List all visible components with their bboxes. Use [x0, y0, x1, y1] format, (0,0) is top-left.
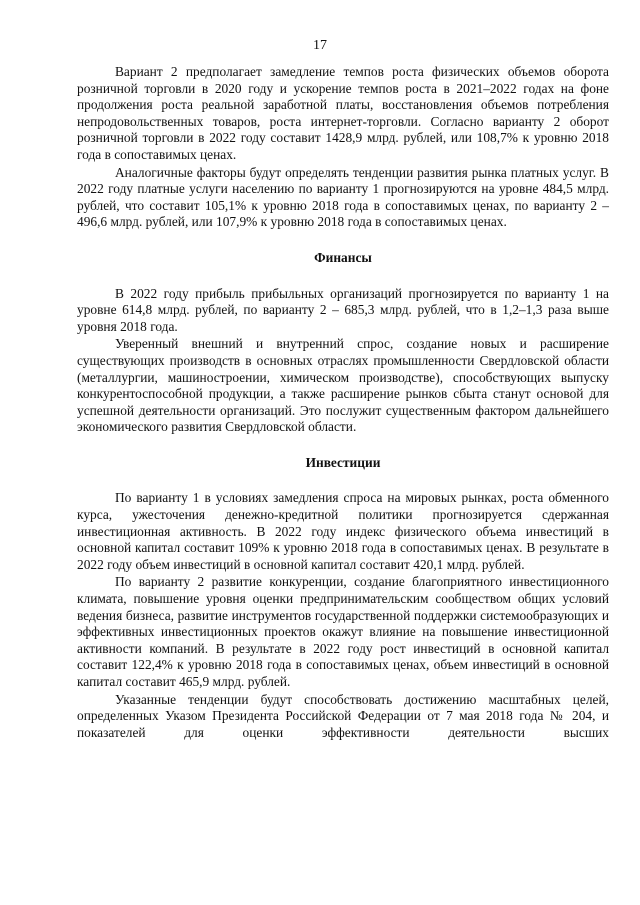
- paragraph-investments-variant-1: По варианту 1 в условиях замедления спроса на мировых рынках, роста обменного курса, ужесточения денежно-кредитной политики прогнозируется сдержанная инвестиционная активность. В 2022 году индекс физического объема инвестиций в основной капитал составит 109% к уровню 2018 года в сопоставимых ценах. В результате в 2022 году объем инвестиций в основной капитал составит 420,1 млрд. рублей.: [77, 490, 609, 572]
- paragraph-finance-profit: В 2022 году прибыль прибыльных организаций прогнозируется по варианту 1 на уровне 614,8 млрд. рублей, по варианту 2 – 685,3 млрд. рублей, что в 1,2–1,3 раза выше уровня 2018 года.: [77, 285, 609, 334]
- paragraph-paid-services: Аналогичные факторы будут определять тенденции развития рынка платных услуг. В 2022 году платные услуги населению по варианту 1 прогнозируются на уровне 484,5 млрд. рублей, что составит 105,1% к уровню 2018 года в сопоставимых ценах, по варианту 2 – 496,6 млрд. рублей, или 107,9% к уровню 2018 года в сопоставимых ценах.: [77, 164, 609, 230]
- paragraph-investments-variant-2: По варианту 2 развитие конкуренции, создание благоприятного инвестиционного климата, повышение уровня оценки предпринимательским сообществом общих условий ведения бизнеса, развитие инструментов государственной поддержки системообразующих и эффективных инвестиционных проектов окажут влияние на повышение инвестиционной активности компаний. В результате в 2022 году рост инвестиций в основной капитал составит 122,4% к уровню 2018 года в сопоставимых ценах, объем инвестиций в основной капитал составит 465,9 млрд. рублей.: [77, 574, 609, 689]
- page-number: 17: [313, 38, 327, 53]
- document-body: [77, 64, 609, 741]
- section-heading-investments: Инвестиции: [305, 454, 381, 470]
- paragraph-investments-goals: Указанные тенденции будут способствовать достижению масштабных целей, определенных Указом Президента Российской Федерации от 7 мая 2018 года № 204, и показателей для оценки эффективности деятельности высших: [77, 691, 609, 740]
- paragraph-finance-demand: Уверенный внешний и внутренний спрос, создание новых и расширение существующих производств в основных отраслях промышленности Свердловской области (металлургии, машиностроении, химическом производстве), способствующих выпуску конкурентоспособной продукции, а также расширение рынков сбыта станут основой для успешной деятельности организаций. Это послужит существенным фактором дальнейшего экономического развития Свердловской области.: [77, 336, 609, 435]
- section-heading-finance: Финансы: [314, 249, 372, 265]
- paragraph-retail-trade: Вариант 2 предполагает замедление темпов роста физических объемов оборота розничной торговли в 2020 году и ускорение темпов роста в 2021–2022 годах на фоне продолжения роста реальной заработной платы, восстановления объемов потребления непродовольственных товаров, роста интернет-торговли. Согласно варианту 2 оборот розничной торговли в 2022 году составит 1428,9 млрд. рублей, или 108,7% к уровню 2018 года в сопоставимых ценах.: [77, 64, 609, 162]
